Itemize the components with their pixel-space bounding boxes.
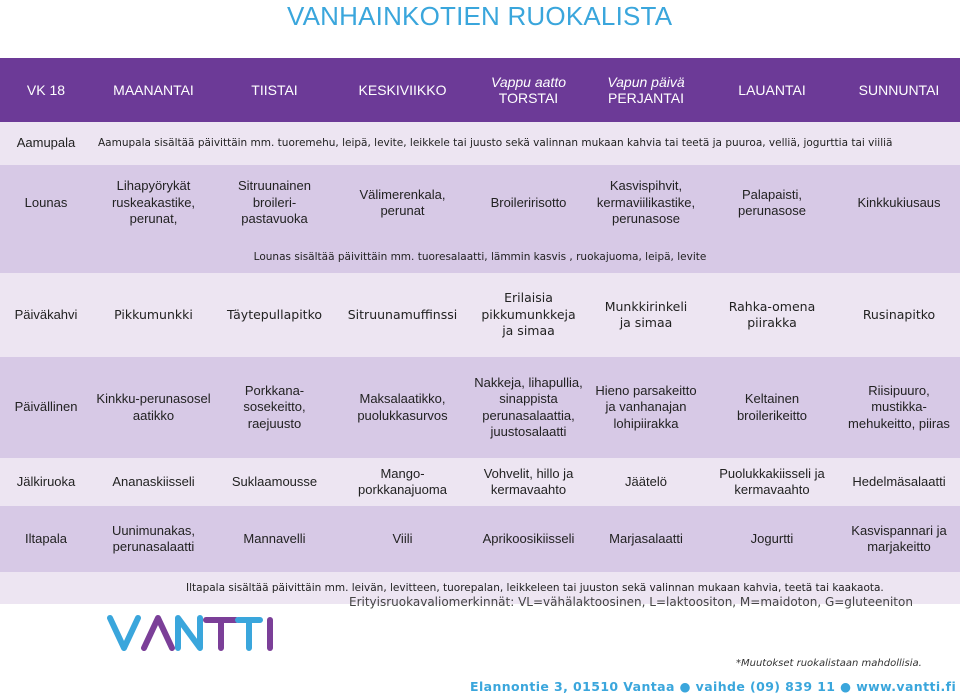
table-row xyxy=(0,357,960,458)
coffee-tuesday: Täytepullapitko xyxy=(215,273,334,357)
breakfast-note: Aamupala sisältää päivittäin mm. tuoremehu, leipä, levite, leikkele tai juusto sekä valinnan mukaan kahvia tai teetä ja puuroa, velliä, jogurttia tai viiliä xyxy=(92,122,960,165)
table-row xyxy=(0,458,960,506)
menu-item: Sitruunainen broileri-pastavuoka xyxy=(238,178,311,227)
dinner-wednesday xyxy=(334,357,471,458)
dinner-monday xyxy=(92,357,215,458)
lunch-friday xyxy=(586,165,706,241)
vantti-logo-mark xyxy=(104,604,280,664)
table-row xyxy=(0,165,960,241)
page-title: VANHAINKOTIEN RUOKALISTA xyxy=(287,1,673,31)
dessert-saturday xyxy=(706,458,838,506)
lunch-saturday xyxy=(706,165,838,241)
evening-thursday: Aprikoosikiisseli xyxy=(471,506,586,572)
footer xyxy=(0,676,960,697)
day-monday: MAANANTAI xyxy=(92,58,215,122)
table-row xyxy=(0,122,960,165)
menu-item: Rahka-omenapiirakka xyxy=(728,298,816,330)
dessert-tuesday: Suklaamousse xyxy=(215,458,334,506)
row-label-aamupala: Aamupala xyxy=(0,122,92,165)
menu-item: Munkkirinkeli ja simaa xyxy=(604,298,688,330)
vantti-logo xyxy=(104,604,280,664)
day-friday-holiday: Vapun päivä xyxy=(607,73,685,90)
lunch-note: Lounas sisältää päivittäin mm. tuoresalaatti, lämmin kasvis , ruokajuoma, leipä, levite xyxy=(0,241,960,273)
dinner-tuesday xyxy=(215,357,334,458)
day-saturday: LAUANTAI xyxy=(706,58,838,122)
lunch-thursday: Broileririsotto xyxy=(471,165,586,241)
dessert-wednesday xyxy=(334,458,471,506)
row-label-lounas: Lounas xyxy=(0,165,92,241)
menu-item: Riisipuuro, mustikka-mehukeitto, piiras xyxy=(848,382,950,431)
lunch-sunday: Kinkkukiusaus xyxy=(838,165,960,241)
changes-note: *Muutokset ruokalistaan mahdollisia. xyxy=(736,658,922,669)
evening-wednesday: Viili xyxy=(334,506,471,572)
row-label-paivallinen: Päivällinen xyxy=(0,357,92,458)
table-row xyxy=(0,506,960,572)
coffee-sunday: Rusinapitko xyxy=(838,273,960,357)
dessert-sunday: Hedelmäsalaatti xyxy=(838,458,960,506)
menu-item: Maksalaatikko, puolukkasurvos xyxy=(357,391,448,423)
day-thursday-holiday: Vappu aatto xyxy=(491,73,566,90)
dinner-saturday xyxy=(706,357,838,458)
evening-sunday xyxy=(838,506,960,572)
row-label-paivakahvi: Päiväkahvi xyxy=(0,273,92,357)
row-label-iltapala: Iltapala xyxy=(0,506,92,572)
coffee-friday xyxy=(586,273,706,357)
menu-item: Lihapyörykät ruskeakastike, perunat, xyxy=(111,178,196,227)
day-tuesday: TIISTAI xyxy=(215,58,334,122)
lunch-wednesday xyxy=(334,165,471,241)
menu-item: Kinkku-perunasoselaatikko xyxy=(96,391,211,423)
menu-item: Kasvispihvit, kermaviilikastike, perunasose xyxy=(596,178,696,227)
coffee-saturday xyxy=(706,273,838,357)
diet-codes: Erityisruokavaliomerkinnät: VL=vähälaktoosinen, L=laktoositon, M=maidoton, G=gluteeniton xyxy=(349,595,913,609)
evening-tuesday: Mannavelli xyxy=(215,506,334,572)
menu-item: Mango-porkkanajuoma xyxy=(358,465,447,497)
evening-saturday: Jogurtti xyxy=(706,506,838,572)
table-row xyxy=(0,241,960,273)
menu-item: Kasvispannari ja marjakeitto xyxy=(851,522,947,554)
day-friday-name: PERJANTAI xyxy=(608,90,684,106)
coffee-wednesday: Sitruunamuffinssi xyxy=(334,273,471,357)
menu-item: Välimerenkala, perunat xyxy=(359,186,446,218)
coffee-monday: Pikkumunkki xyxy=(92,273,215,357)
menu-item: Hieno parsakeitto ja vanhanajan lohipiirakka xyxy=(595,382,697,431)
menu-item: Palapaisti, perunasose xyxy=(738,186,806,218)
menu-table xyxy=(0,58,960,604)
week-label: VK 18 xyxy=(0,58,92,122)
menu-item: Uunimunakas, perunasalaatti xyxy=(111,522,196,554)
evening-note: Iltapala sisältää päivittäin mm. leivän, levitteen, tuorepalan, leikkeleen tai juuston sekä valinnan mukaan kahvia, teetä tai kaakaota. xyxy=(0,572,960,604)
menu-item: Nakkeja, lihapullia, sinappista perunasalaattia, juustosalaatti xyxy=(474,374,583,439)
dinner-friday xyxy=(586,357,706,458)
menu-item: Keltainen broilerikeitto xyxy=(736,391,808,423)
table-row xyxy=(0,273,960,357)
dinner-thursday xyxy=(471,357,586,458)
menu-item: Porkkana-sosekeitto, raejuusto xyxy=(243,382,306,431)
menu-item: Erilaisia pikkumunkkeja ja simaa xyxy=(481,290,576,339)
dessert-monday: Ananaskiisseli xyxy=(92,458,215,506)
footer-address: Elannontie 3, 01510 Vantaa ● vaihde (09) 839 11 ● www.vantti.fi xyxy=(470,679,957,694)
day-thursday-name: TORSTAI xyxy=(498,90,559,106)
table-header-row xyxy=(0,58,960,122)
row-label-jalkiruoka: Jälkiruoka xyxy=(0,458,92,506)
menu-item: Vohvelit, hillo ja kermavaahto xyxy=(483,465,574,497)
lunch-monday xyxy=(92,165,215,241)
evening-monday xyxy=(92,506,215,572)
day-thursday xyxy=(471,58,586,122)
evening-friday: Marjasalaatti xyxy=(586,506,706,572)
coffee-thursday xyxy=(471,273,586,357)
menu-item: Puolukkakiisseli ja kermavaahto xyxy=(719,465,825,497)
lunch-tuesday xyxy=(215,165,334,241)
dessert-thursday xyxy=(471,458,586,506)
dinner-sunday xyxy=(838,357,960,458)
day-friday xyxy=(586,58,706,122)
day-sunday: SUNNUNTAI xyxy=(838,58,960,122)
dessert-friday: Jäätelö xyxy=(586,458,706,506)
day-wednesday: KESKIVIIKKO xyxy=(334,58,471,122)
